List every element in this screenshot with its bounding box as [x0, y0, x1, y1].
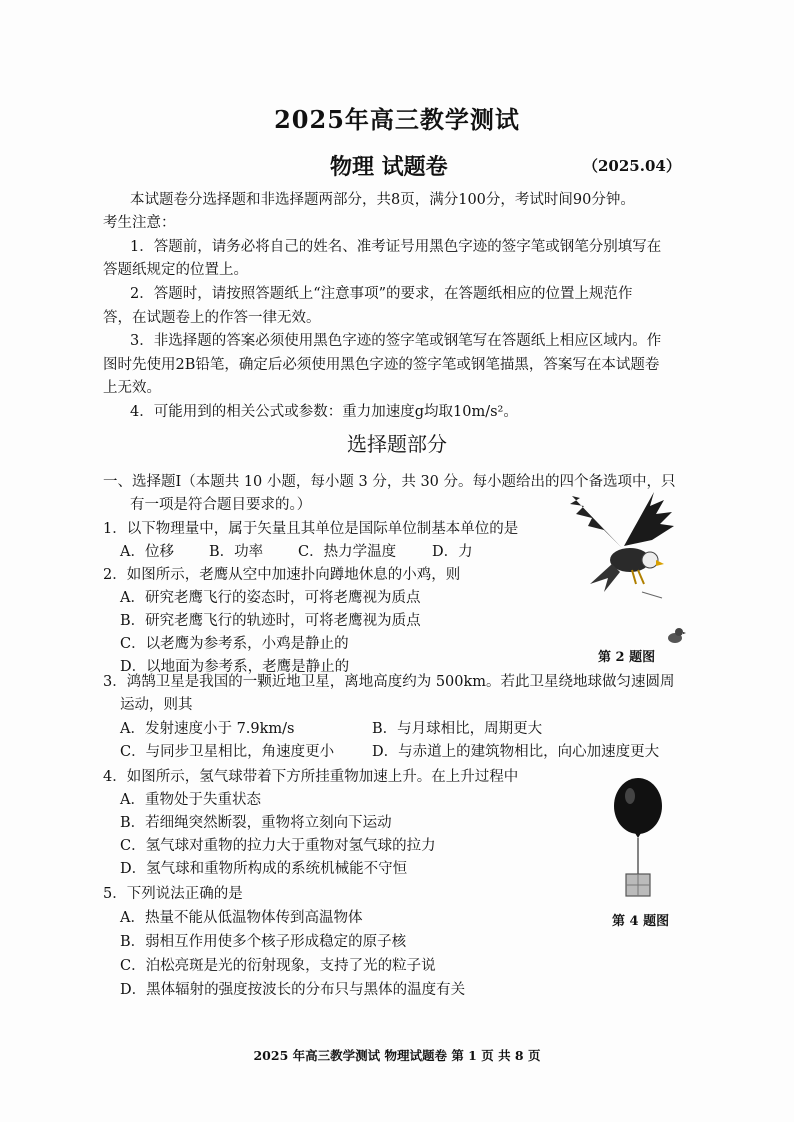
chick-figure	[664, 624, 686, 646]
q3-option-a: A．发射速度小于 7.9km/s	[120, 721, 295, 737]
instruction-2a: 2．答题时，请按照答题纸上“注意事项”的要求，在答题纸相应的位置上规范作	[130, 286, 633, 302]
q4-option-d: D．氢气球和重物所构成的系统机械能不守恒	[120, 861, 408, 877]
q2-option-d: D．以地面为参考系，老鹰是静止的	[120, 659, 350, 675]
instruction-1b: 答题纸规定的位置上。	[103, 262, 248, 278]
q5-option-d: D．黑体辐射的强度按波长的分布只与黑体的温度有关	[120, 982, 466, 998]
section-title: 选择题部分	[347, 432, 447, 456]
q4-stem: 4．如图所示，氢气球带着下方所挂重物加速上升。在上升过程中	[103, 769, 519, 785]
q3-option-c: C．与同步卫星相比，角速度更小	[120, 744, 335, 760]
q2-stem: 2．如图所示，老鹰从空中加速扑向蹲地休息的小鸡，则	[103, 567, 461, 583]
q2-option-a: A．研究老鹰飞行的姿态时，可将老鹰视为质点	[120, 590, 421, 606]
q1-option-d: D．力	[432, 544, 473, 560]
instruction-1a: 1．答题前，请务必将自己的姓名、准考证号用黑色字迹的签字笔或钢笔分别填写在	[130, 239, 662, 255]
intro-text: 本试题卷分选择题和非选择题两部分，共8页，满分100分，考试时间90分钟。	[130, 192, 635, 208]
q1-option-b: B．功率	[209, 544, 264, 560]
instruction-3c: 上无效。	[103, 380, 161, 396]
balloon-figure	[606, 776, 670, 902]
q4-option-b: B．若细绳突然断裂，重物将立刻向下运动	[120, 815, 392, 831]
figure2-caption: 第 2 题图	[598, 650, 656, 665]
part1-heading: 一、选择题Ⅰ（本题共 10 小题，每小题 3 分，共 30 分。每小题给出的四个备选项中，只	[103, 474, 676, 490]
exam-date: （2025.04）	[583, 157, 681, 175]
q2-option-c: C．以老鹰为参考系，小鸡是静止的	[120, 636, 349, 652]
q5-option-c: C．泊松亮斑是光的衍射现象，支持了光的粒子说	[120, 958, 436, 974]
q5-stem: 5．下列说法正确的是	[103, 886, 243, 902]
q1-stem: 1．以下物理量中，属于矢量且其单位是国际单位制基本单位的是	[103, 521, 519, 537]
q4-option-c: C．氢气球对重物的拉力大于重物对氢气球的拉力	[120, 838, 436, 854]
q5-option-b: B．弱相互作用使多个核子形成稳定的原子核	[120, 934, 407, 950]
instruction-3a: 3．非选择题的答案必须使用黑色字迹的签字笔或钢笔写在答题纸上相应区域内。作	[130, 333, 662, 349]
exam-title: 2025年高三教学测试	[274, 105, 520, 134]
notice-title: 考生注意：	[103, 215, 176, 231]
q3-option-d: D．与赤道上的建筑物相比，向心加速度更大	[372, 744, 660, 760]
exam-subtitle: 物理 试题卷	[330, 154, 448, 180]
eagle-figure	[562, 488, 682, 608]
part1-heading-cont: 有一项是符合题目要求的。）	[130, 497, 312, 513]
q3-option-b: B．与月球相比，周期更大	[372, 721, 543, 737]
figure4-caption: 第 4 题图	[612, 914, 670, 929]
instruction-2b: 答，在试题卷上的作答一律无效。	[103, 310, 321, 326]
q4-option-a: A．重物处于失重状态	[120, 792, 261, 808]
q2-option-b: B．研究老鹰飞行的轨迹时，可将老鹰视为质点	[120, 613, 421, 629]
q3-stem: 3．鸿鹄卫星是我国的一颗近地卫星，离地高度约为 500km。若此卫星绕地球做匀速圆周	[103, 674, 675, 690]
page-footer: 2025 年高三教学测试 物理试题卷 第 1 页 共 8 页	[253, 1048, 541, 1063]
q1-option-a: A．位移	[120, 544, 174, 560]
instruction-3b: 图时先使用2B铅笔，确定后必须使用黑色字迹的签字笔或钢笔描黑，答案写在本试题卷	[103, 357, 660, 373]
q1-option-c: C．热力学温度	[298, 544, 397, 560]
q5-option-a: A．热量不能从低温物体传到高温物体	[120, 910, 363, 926]
q3-stem-cont: 运动，则其	[120, 697, 193, 713]
instruction-4: 4．可能用到的相关公式或参数：重力加速度g均取10m/s²。	[130, 404, 518, 420]
